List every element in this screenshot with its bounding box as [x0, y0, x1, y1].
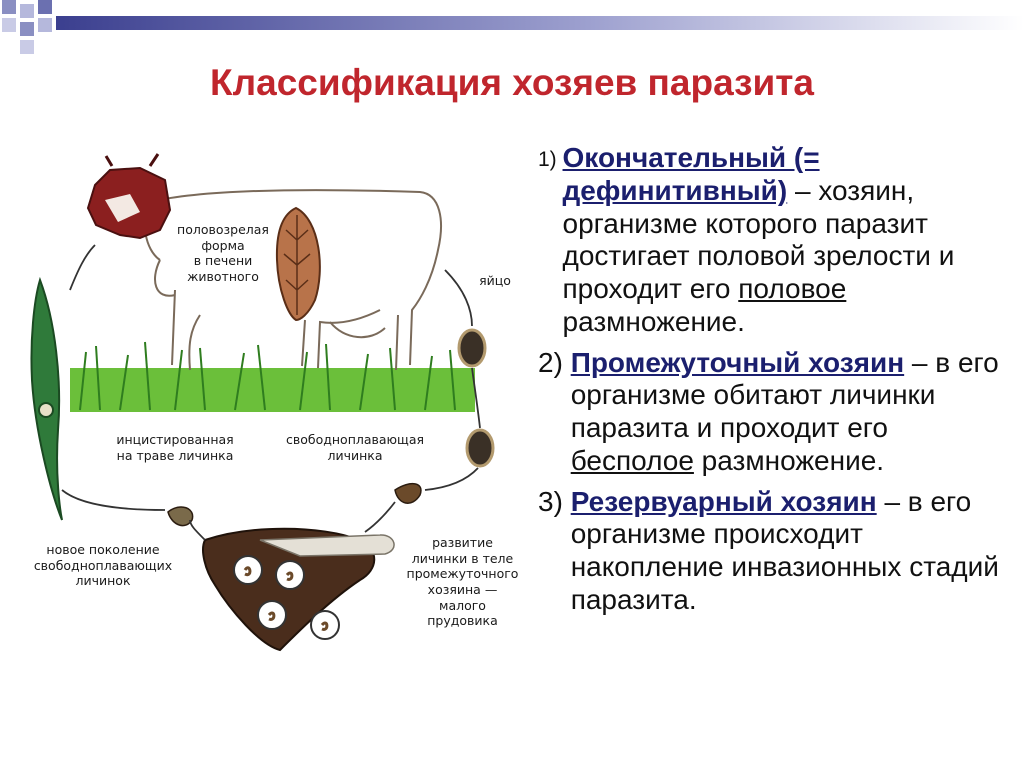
grass-icon [70, 342, 475, 412]
item-number: 2) [538, 346, 571, 378]
slide-title: Классификация хозяев паразита [210, 62, 814, 103]
host-classification-list [538, 142, 1018, 625]
item-text-end: размножение. [693, 444, 885, 476]
grass-blade-icon [31, 280, 62, 520]
label-egg: яйцо [479, 273, 511, 288]
item-text: – в его организме обитают личинки паразита и проходит его [570, 346, 999, 443]
label-new-generation: новое поколение свободноплавающих личинок [33, 542, 173, 589]
swimming-larva-icon [395, 484, 421, 504]
item-term: Промежуточный хозяин [570, 346, 905, 378]
item-term: Окончательный (= дефинитивный) [562, 142, 820, 206]
item-text: – в его организме происходит накопление инвазионных стадий паразита. [570, 485, 999, 615]
label-free-swimming-larva: свободноплавающая личинка [285, 432, 425, 463]
item-number: 3) [538, 485, 571, 517]
label-development: развитие личинки в теле промежуточного хозяина — малого прудовика [406, 535, 519, 629]
item-term: Резервуарный хозяин [570, 485, 877, 517]
list-item [538, 142, 1018, 339]
new-larva-icon [168, 507, 193, 526]
item-text: – хозяин, организме которого паразит достигает половой зрелости и проходит его [562, 174, 955, 304]
list-item [538, 486, 1018, 617]
label-encysted-larva: инцистированная на траве личинка [116, 432, 234, 463]
header-decoration [0, 0, 1024, 60]
item-number: 1) [538, 148, 563, 171]
list-item [538, 347, 1018, 478]
cyst-icon [39, 403, 53, 417]
label-mature-form: половозрелая форма в печени животного [177, 222, 269, 284]
fluke-icon [277, 208, 320, 320]
item-underlined: половое [738, 273, 847, 304]
life-cycle-diagram [0, 130, 530, 767]
cow-head-icon [88, 154, 170, 238]
item-underlined: бесполое [570, 444, 694, 476]
pond-snail-icon [203, 529, 394, 650]
item-text-end: размножение. [562, 305, 745, 337]
egg-icon [459, 330, 485, 366]
larva-icon [467, 430, 493, 466]
